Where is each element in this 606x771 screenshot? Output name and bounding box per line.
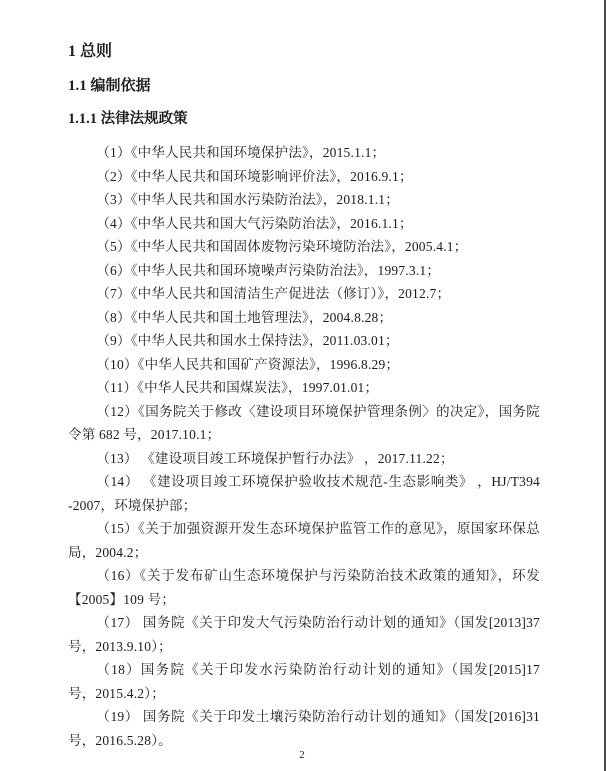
section-heading-level1: 1 总则 — [68, 43, 113, 60]
list-item: （12）《国务院关于修改〈建设项目环境保护管理条例〉的决定》，国务院令第 682 号，2017.10.1； — [68, 403, 540, 442]
list-item: （6）《中华人民共和国环境噪声污染防治法》，1997.3.1； — [96, 262, 441, 278]
list-item: （2）《中华人民共和国环境影响评价法》，2016.9.1； — [96, 168, 413, 184]
list-item: （15）《关于加强资源开发生态环境保护监管工作的意见》，原国家环保总局，2004.2； — [68, 521, 540, 560]
section-heading-level3: 1.1.1 法律法规政策 — [68, 111, 188, 127]
list-item: （7）《中华人民共和国清洁生产促进法（修订）》，2012.7； — [96, 286, 451, 301]
list-item: （18）国务院《关于印发水污染防治行动计划的通知》（国发[2015]17 号，2015.4.2）； — [68, 662, 540, 701]
list-item: （11）《中华人民共和国煤炭法》，1997.01.01； — [96, 380, 379, 395]
list-item: （5）《中华人民共和国固体废物污染环境防治法》，2005.4.1； — [96, 239, 468, 254]
list-item: （1）《中华人民共和国环境保护法》，2015.1.1； — [96, 145, 386, 160]
list-item: （16）《关于发布矿山生态环境保护与污染防治技术政策的通知》，环发【2005】109 号； — [68, 568, 540, 607]
section-heading-level2: 1.1 编制依据 — [68, 78, 151, 94]
list-item: （14） 《建设项目竣工环境保护验收技术规范-生态影响类》 ，HJ/T394 -2007，环境保护部； — [68, 474, 540, 513]
list-item: （17） 国务院《关于印发大气污染防治行动计划的通知》（国发[2013]37 号，2013.9.10）； — [68, 615, 540, 654]
list-item: （9）《中华人民共和国水土保持法》，2011.03.01； — [96, 333, 399, 348]
list-item: （8）《中华人民共和国土地管理法》，2004.8.28； — [96, 309, 393, 325]
list-item: （3）《中华人民共和国水污染防治法》，2018.1.1； — [96, 192, 399, 207]
list-item: （19） 国务院《关于印发土壤污染防治行动计划的通知》（国发[2016]31 号，2016.5.28）。 — [68, 709, 540, 748]
list-item: （4）《中华人民共和国大气污染防治法》，2016.1.1； — [96, 215, 413, 231]
list-item: （13） 《建设项目竣工环境保护暂行办法》 ，2017.11.22； — [96, 450, 454, 466]
list-item: （10）《中华人民共和国矿产资源法》，1996.8.29； — [96, 356, 400, 372]
page-number: 2 — [299, 749, 305, 761]
